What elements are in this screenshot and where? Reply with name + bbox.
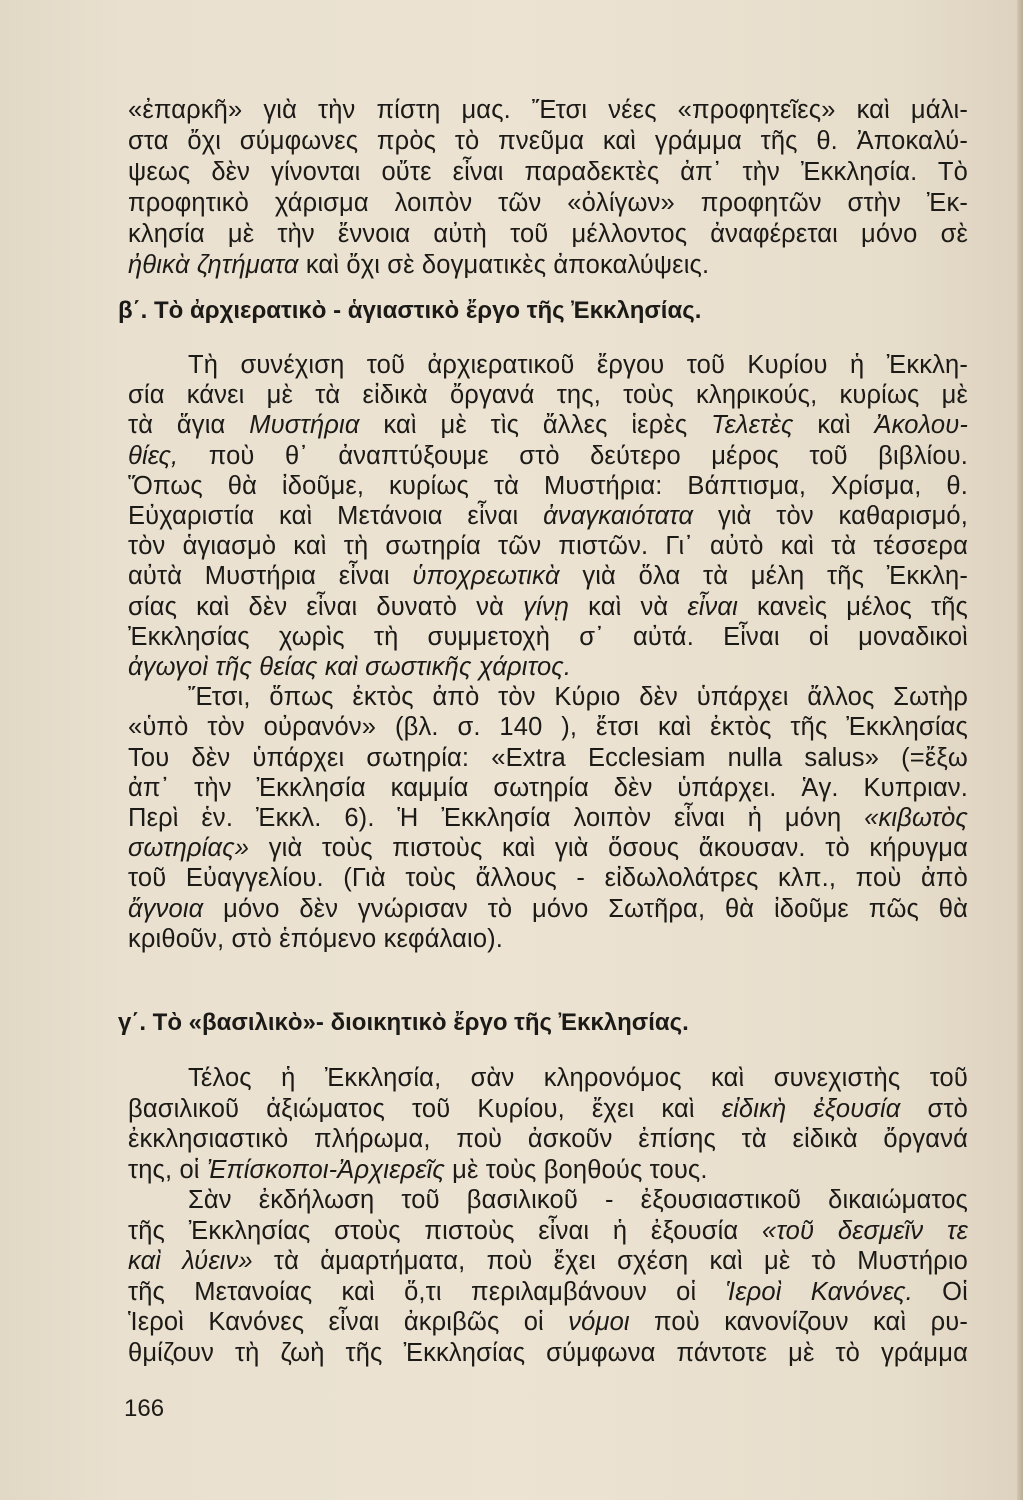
text-line (128, 622, 968, 652)
text-line (128, 863, 968, 893)
text-line: στα ὄχι σύμφωνες πρὸς τὸ πνεῦμα καὶ γράμμα τῆς θ. Ἀποκαλύ- (128, 127, 968, 155)
italic-phrase: ἀγωγοὶ τῆς θείας καὶ σωστικῆς χάριτος. (128, 653, 572, 681)
text-line: κλησία μὲ τὴν ἔννοια αὐτὴ τοῦ μέλλοντος ἀναφέρεται μόνο σὲ (128, 220, 968, 248)
text-run: τὰ ἁμαρτήματα, ποὺ ἔχει σχέση καὶ μὲ τὸ Μυστήριο (252, 1247, 968, 1275)
text-run: γιὰ τοὺς πιστοὺς καὶ γιὰ ὅσους ἄκουσαν. τὸ κήρυγμα (249, 834, 968, 863)
italic-phrase: γίνῃ (523, 592, 570, 621)
text-line (128, 682, 968, 712)
italic-phrase: εἶναι (687, 592, 738, 621)
text-run: καὶ μὲ τὶς ἄλλες ἱερὲς (359, 411, 712, 440)
text-run: γιὰ ὅλα τὰ μέλη τῆς Ἐκκλη- (559, 562, 968, 591)
italic-phrase: καὶ λύειν» (128, 1247, 253, 1275)
text-line (128, 501, 968, 531)
text-line (128, 250, 968, 280)
italic-phrase: σωτηρίας» (128, 834, 250, 863)
text-run: Σὰν ἐκδήλωση τοῦ βασιλικοῦ - ἐξουσιαστικοῦ δικαιώματος (188, 1186, 968, 1214)
text-run: Ἱεροὶ Κανόνες εἶναι ἀκριβῶς οἱ (128, 1308, 569, 1336)
text-run: ποὺ θ᾽ ἀναπτύξουμε στὸ δεύτερο μέρος τοῦ βιβλίου. (178, 441, 968, 470)
text-run: βασιλικοῦ ἀξιώματος τοῦ Κυρίου, ἔχει καὶ (128, 1094, 722, 1123)
italic-phrase: εἰδικὴ ἐξουσία (721, 1094, 901, 1123)
text-run: ἐκκλησιαστικὸ πλήρωμα, ποὺ ἀσκοῦν ἐπίσης τὰ εἰδικὰ ὄργανά (128, 1125, 968, 1153)
text-run: Τέλος ἡ Ἐκκλησία, σὰν κληρονόμος καὶ συνεχιστὴς τοῦ (188, 1064, 968, 1092)
text-run: τοῦ Εὐαγγελίου. (Γιὰ τοὺς ἄλλους - εἰδωλολάτρες κλπ., ποὺ ἀπὸ (128, 864, 968, 893)
text-line (128, 894, 968, 924)
text-run: καὶ (793, 411, 875, 440)
text-line (128, 743, 968, 773)
text-run: τῆς Μετανοίας καὶ ὅ,τι περιλαμβάνουν οἱ (128, 1277, 726, 1306)
text-line (128, 1063, 968, 1093)
text-run: τῆς Ἐκκλησίας στοὺς πιστοὺς εἶναι ἡ ἐξουσία (128, 1216, 763, 1245)
text-line: «ἐπαρκῆ» γιὰ τὴν πίστη μας. Ἔτσι νέες «προφητεῖες» καὶ μάλι- (128, 96, 968, 124)
text-run: ἀπ᾽ τὴν Ἐκκλησία καμμία σωτηρία δὲν ὑπάρχει. Ἁγ. Κυπριαν. (128, 773, 968, 802)
text-run: Τὴ συνέχιση τοῦ ἀρχιερατικοῦ ἔργου τοῦ Κυρίου ἡ Ἐκκλη- (188, 351, 968, 379)
section-heading-b: β΄. Τὸ ἀρχιερατικὸ - ἁγιαστικὸ ἔργο τῆς Ἐκκλησίας. (118, 297, 702, 324)
text-run: γιὰ τὸν καθαρισμό, (693, 502, 968, 530)
text-run: θμίζουν τὴ ζωὴ τῆς Ἐκκλησίας σύμφωνα πάντοτε μὲ τὸ γράμμα (128, 1338, 968, 1367)
italic-phrase: «κιβωτὸς (864, 804, 968, 832)
page-number: 166 (124, 1395, 165, 1422)
italic-phrase: Ἀκολου- (874, 411, 969, 440)
section-heading-g: γ΄. Τὸ «βασιλικὸ»- διοικητικὸ ἔργο τῆς Ἐκκλησίας. (118, 1009, 689, 1036)
text-line (128, 652, 968, 682)
text-line (128, 1185, 968, 1215)
text-line (128, 773, 968, 803)
italic-phrase: Τελετὲς (711, 411, 794, 440)
text-line (128, 1277, 968, 1307)
text-line (128, 1246, 968, 1276)
text-run: αὐτὰ Μυστήρια εἶναι (128, 562, 413, 591)
text-line (128, 1338, 968, 1368)
text-line (128, 924, 968, 954)
text-run: τὰ ἅγια (128, 411, 250, 440)
text-line (128, 1307, 968, 1337)
italic-phrase: Μυστήρια (249, 411, 360, 440)
text-line (128, 380, 968, 410)
text-line (128, 712, 968, 742)
text-line (128, 803, 968, 833)
text-line: προφητικὸ χάρισμα λοιπὸν τῶν «ὀλίγων» προφητῶν στὴν Ἐκ- (128, 189, 968, 217)
italic-phrase: ἠθικὰ ζητήματα (128, 251, 299, 279)
italic-phrase: νόμοι (568, 1308, 630, 1336)
text-run: κριθοῦν, στὸ ἑπόμενο κεφάλαιο). (128, 924, 504, 953)
text-run: «ὑπὸ τὸν οὐρανόν» (βλ. σ. 140 ), ἔτσι καὶ ἐκτὸς τῆς Ἐκκλησίας (128, 713, 968, 742)
text-run: στὸ (900, 1094, 968, 1123)
text-run: Περὶ ἑν. Ἐκκλ. 6). Ἡ Ἐκκλησία λοιπὸν εἶναι ἡ μόνη (128, 804, 865, 832)
text-run: καὶ νὰ (569, 592, 688, 621)
text-run: της, οἱ (128, 1155, 207, 1184)
text-line (128, 1124, 968, 1154)
page-edge (1017, 0, 1023, 1500)
text-run: σίας καὶ δὲν εἶναι δυνατὸ νὰ (128, 592, 524, 621)
text-run: μόνο δὲν γνώρισαν τὸ μόνο Σωτῆρα, θὰ ἰδοῦμε πῶς θὰ (203, 894, 968, 923)
italic-phrase: ἀναγκαιότατα (543, 502, 694, 530)
text-line (128, 410, 968, 440)
italic-phrase: θίες, (128, 441, 179, 470)
text-run: κανεὶς μέλος τῆς (737, 592, 968, 621)
text-run: Ἐκκλησίας χωρὶς τὴ συμμετοχὴ σ᾽ αὐτά. Εἶναι οἱ μοναδικοὶ (128, 622, 968, 651)
italic-phrase: ἄγνοια (128, 894, 204, 923)
text-run: σία κάνει μὲ τὰ εἰδικὰ ὄργανά της, τοὺς κληρικούς, κυρίως μὲ (128, 381, 968, 410)
italic-phrase: «τοῦ δεσμεῖν τε (762, 1216, 968, 1245)
text-run: Εὐχαριστία καὶ Μετάνοια εἶναι (128, 502, 544, 530)
text-line (128, 561, 968, 591)
italic-phrase: Ἐπίσκοποι-Ἀρχιερεῖς (206, 1155, 445, 1184)
text-line (128, 350, 968, 380)
text-line (128, 592, 968, 622)
text-run: Ὅπως θὰ ἰδοῦμε, κυρίως τὰ Μυστήρια: Βάπτισμα, Χρίσμα, θ. (128, 471, 968, 500)
italic-phrase: Ἱεροὶ Κανόνες. (725, 1277, 913, 1306)
text-run: μὲ τοὺς βοηθούς τους. (444, 1155, 708, 1184)
text-line (128, 1216, 968, 1246)
text-run: καὶ ὄχι σὲ δογματικὲς ἀποκαλύψεις. (298, 251, 710, 279)
text-run: Του δὲν ὑπάρχει σωτηρία: «Extra Ecclesiam nulla salus» (=ἔξω (128, 743, 968, 772)
text-line (128, 833, 968, 863)
text-line: ψεως δὲν γίνονται οὔτε εἶναι παραδεκτὲς ἀπ᾽ τὴν Ἐκκλησία. Τὸ (128, 158, 968, 186)
text-run: Οἱ (912, 1277, 968, 1306)
text-line (128, 441, 968, 471)
text-line (128, 471, 968, 501)
text-line (128, 531, 968, 561)
text-line (128, 1155, 968, 1185)
italic-phrase: ὑποχρεωτικὰ (412, 562, 560, 591)
text-run: Ἔτσι, ὅπως ἐκτὸς ἀπὸ τὸν Κύριο δὲν ὑπάρχει ἄλλος Σωτὴρ (188, 683, 968, 712)
text-run: ποὺ κανονίζουν καὶ ρυ- (629, 1308, 968, 1336)
text-run: τὸν ἁγιασμὸ καὶ τὴ σωτηρία τῶν πιστῶν. Γι᾽ αὐτὸ καὶ τὰ τέσσερα (128, 532, 968, 561)
text-line (128, 1094, 968, 1124)
